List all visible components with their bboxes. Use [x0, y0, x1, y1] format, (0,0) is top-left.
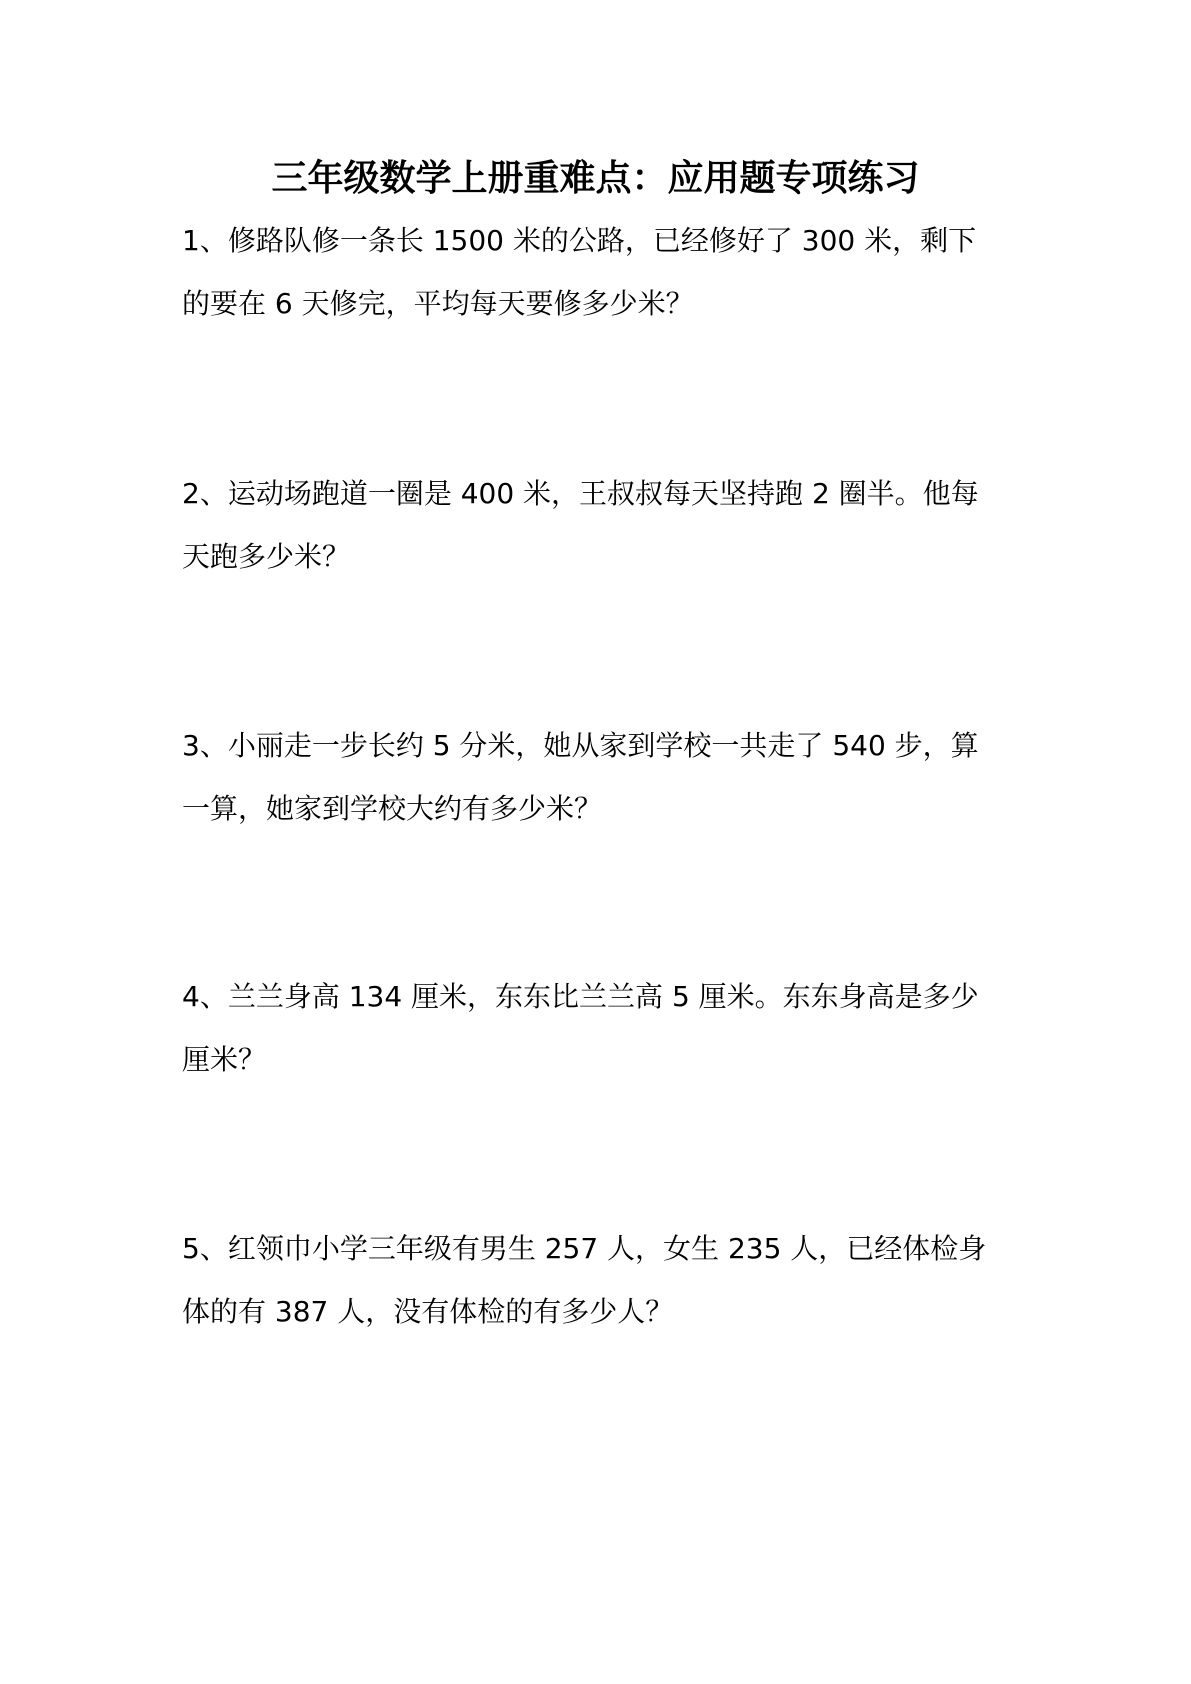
question-line: 2、运动场跑道一圈是 400 米，王叔叔每天坚持跑 2 圈半。他每 — [182, 477, 979, 510]
question-line: 一算，她家到学校大约有多少米？ — [182, 792, 603, 825]
question-line: 1、修路队修一条长 1500 米的公路，已经修好了 300 米，剩下 — [182, 224, 977, 257]
question-5 — [182, 1217, 1032, 1343]
question-line: 体的有 387 人，没有体检的有多少人？ — [182, 1295, 674, 1328]
question-1 — [182, 209, 1032, 335]
question-line: 厘米？ — [182, 1043, 267, 1076]
page-title: 三年级数学上册重难点：应用题专项练习 — [271, 158, 920, 199]
question-3 — [182, 714, 1032, 840]
question-line: 4、兰兰身高 134 厘米，东东比兰兰高 5 厘米。东东身高是多少 — [182, 980, 979, 1013]
question-4 — [182, 965, 1032, 1091]
question-line: 天跑多少米？ — [182, 540, 351, 573]
question-2 — [182, 462, 1032, 588]
question-line: 3、小丽走一步长约 5 分米，她从家到学校一共走了 540 步，算 — [182, 729, 979, 762]
question-line: 的要在 6 天修完，平均每天要修多少米？ — [182, 287, 694, 320]
question-line: 5、红领巾小学三年级有男生 257 人，女生 235 人，已经体检身 — [182, 1232, 987, 1265]
